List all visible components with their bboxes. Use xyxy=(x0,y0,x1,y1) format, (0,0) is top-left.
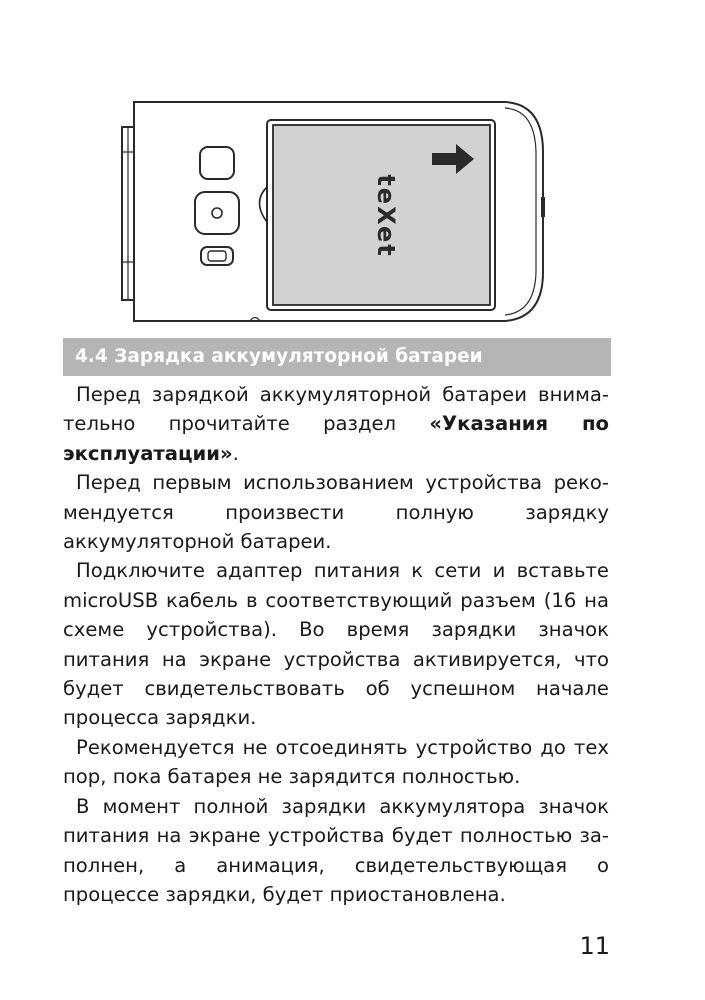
instructions-text xyxy=(63,380,609,909)
device-illustration xyxy=(110,92,550,332)
paragraph-first-charge: Перед первым использованием устройства рекомендуется произвести полную зарядку аккумуляторной батареи. xyxy=(63,471,609,554)
device-button-top xyxy=(200,147,234,179)
paragraph-read-safety xyxy=(63,380,609,468)
paragraph-connect-adapter: Подключите адаптер питания к сети и вставьте microUSB кабель в соответствующий разъем (16 на схеме устройства). Во время зарядки значок питания на экране устройства активируется, что будет свидетельствовать об успешном начале процесса зарядки. xyxy=(63,559,609,730)
safety-section-reference: «Указания по эксплуатации» xyxy=(63,412,609,465)
paragraph-text: Перед зарядкой аккумуляторной батареи внимательно прочитайте раздел xyxy=(63,383,609,436)
paragraph-text: . xyxy=(232,441,239,465)
device-button-bottom xyxy=(201,247,233,265)
paragraph-full-charge: В момент полной зарядки аккумулятора значок питания на экране устройства будет полностью заполнен, а анимация, свидетельствующая о процессе зарядки, будет приостановлена. xyxy=(63,794,609,906)
paragraph-do-not-disconnect: Рекомендуется не отсоединять устройство до тех пор, пока батарея не зарядится полностью. xyxy=(63,735,609,789)
device-logo: teXet xyxy=(372,174,400,258)
page-number: 11 xyxy=(579,932,610,960)
section-title: 4.4 Зарядка аккумуляторной батареи xyxy=(63,338,611,376)
device-button-middle xyxy=(195,192,239,234)
